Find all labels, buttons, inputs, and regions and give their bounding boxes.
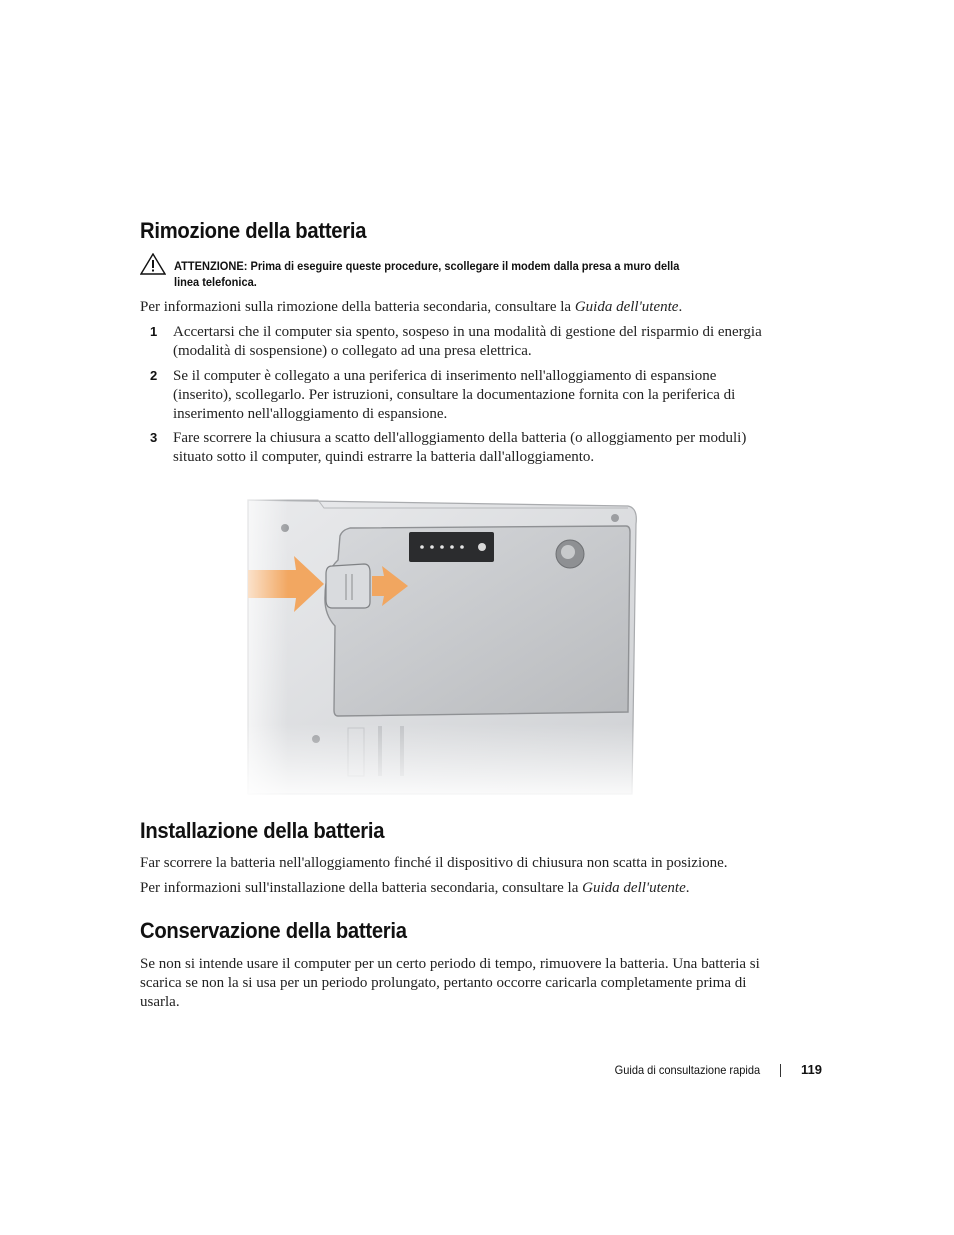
heading-installazione: Installazione della batteria	[140, 818, 385, 843]
step-number: 1	[150, 324, 158, 339]
install-suffix: .	[685, 880, 690, 896]
intro-paragraph	[140, 298, 760, 317]
step-number: 3	[150, 430, 158, 445]
warning-text	[174, 258, 698, 290]
storage-paragraph: Se non si intende usare il computer per un certo periodo di tempo, rimuovere la batteria. Una batteria si scarica se non la si usa per un periodo prolungato, pertanto occorre caricarla completamente prima di usarla.	[140, 956, 760, 1010]
footer-label: Guida di consultazione rapida	[614, 1063, 760, 1077]
screw	[611, 514, 619, 522]
install-prefix: Per informazioni sull'installazione della batteria secondaria, consultare la	[140, 880, 583, 896]
footer-separator	[780, 1064, 781, 1077]
intro-prefix: Per informazioni sulla rimozione della batteria secondaria, consultare la	[140, 299, 575, 315]
guide-reference: Guida dell'utente	[574, 299, 679, 315]
step-text: Accertarsi che il computer sia spento, sospeso in una modalità di gestione del risparmio di energia (modalità di sospensione) o collegato ad una presa elettrica.	[173, 324, 762, 359]
battery-latch	[326, 564, 370, 608]
step-text: Fare scorrere la chiusura a scatto dell'alloggiamento della batteria (o alloggiamento per moduli) situato sotto il computer, quindi estrarre la batteria dall'alloggiamento.	[173, 430, 747, 465]
heading-conservazione: Conservazione della batteria	[140, 918, 407, 943]
battery-removal-illustration	[228, 494, 646, 804]
intro-suffix: .	[678, 299, 683, 315]
install-paragraph-2	[140, 879, 760, 898]
page-number: 119	[801, 1062, 822, 1077]
page-footer	[560, 1062, 822, 1080]
install-paragraph-1: Far scorrere la batteria nell'alloggiamento finché il dispositivo di chiusura non scatta in posizione.	[140, 855, 728, 871]
guide-reference: Guida dell'utente	[582, 880, 686, 896]
warning-label: ATTENZIONE:	[174, 259, 248, 273]
warning-message: Prima di eseguire queste procedure, scollegare il modem dalla presa a muro della linea telefonica.	[174, 259, 680, 289]
warning-triangle-icon	[140, 253, 166, 275]
heading-rimozione: Rimozione della batteria	[140, 218, 367, 243]
step-number: 2	[150, 368, 158, 383]
step-text: Se il computer è collegato a una periferica di inserimento nell'alloggiamento di espansione (inserito), scollegarlo. Per istruzioni, consultare la documentazione fornita con la periferica di inserimento nell'alloggiamento di espansione.	[173, 368, 736, 422]
